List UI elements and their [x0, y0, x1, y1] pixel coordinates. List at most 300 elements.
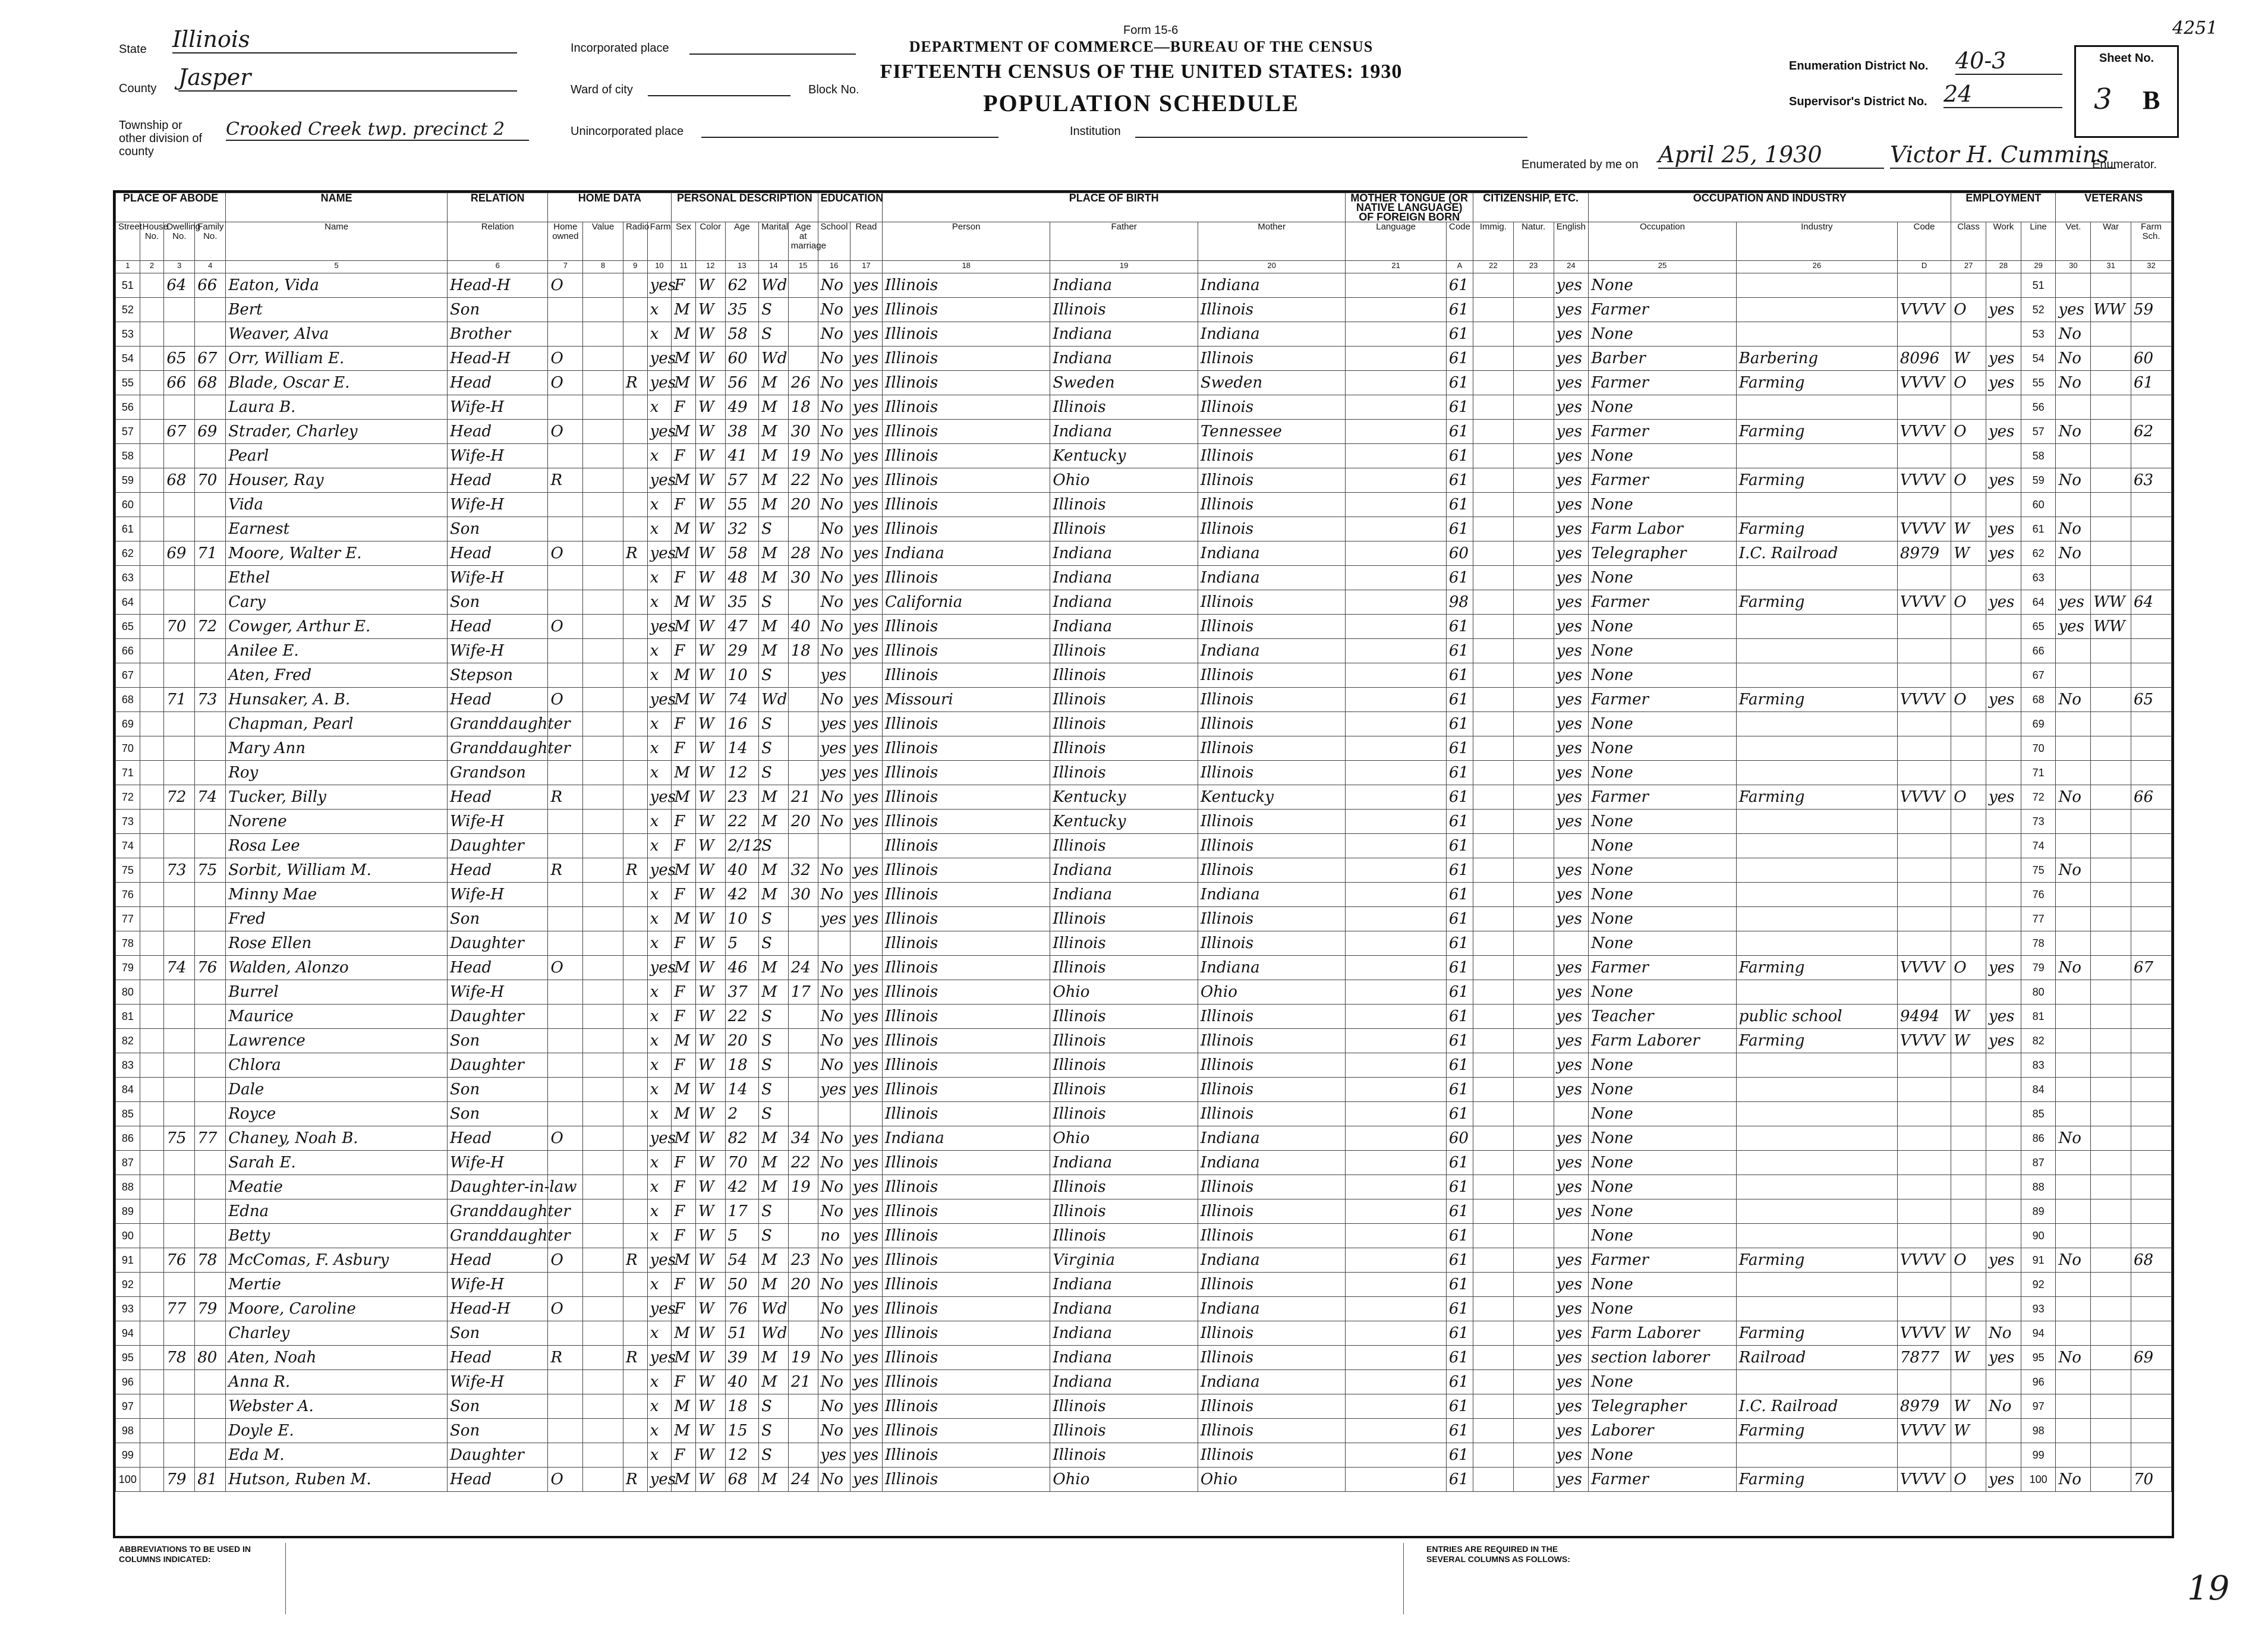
- column-number: 14: [759, 261, 789, 273]
- cell-ln2: 71: [2021, 761, 2056, 785]
- cell-radio: [623, 712, 647, 736]
- cell-mar: M: [759, 615, 789, 639]
- table-row: [116, 980, 2172, 1005]
- cell-own: [548, 761, 583, 785]
- cell-age: 82: [725, 1126, 758, 1151]
- cell-fs: [2131, 1078, 2171, 1102]
- cell-fs: [2131, 1321, 2171, 1346]
- cell-age: 57: [725, 468, 758, 493]
- cell-lang: [1346, 1029, 1446, 1053]
- cell-code: 61: [1446, 931, 1473, 956]
- column-header: Work: [1986, 222, 2021, 261]
- cell-st: 62: [116, 541, 140, 566]
- cell-lang: [1346, 639, 1446, 663]
- column-number: 27: [1951, 261, 1986, 273]
- cell-occ: None: [1589, 712, 1737, 736]
- cell-sex: M: [672, 761, 696, 785]
- cell-imm: [1473, 980, 1514, 1005]
- column-header: Occupation: [1589, 222, 1737, 261]
- cell-imm: [1473, 736, 1514, 761]
- cell-occ: None: [1589, 907, 1737, 931]
- cell-occ: Farmer: [1589, 420, 1737, 444]
- cell-war: [2091, 1029, 2131, 1053]
- cell-imm: [1473, 1248, 1514, 1273]
- cell-war: [2091, 517, 2131, 541]
- cell-eng: [1554, 1102, 1589, 1126]
- cell-dw: [164, 444, 195, 468]
- cell-color: W: [695, 1199, 725, 1224]
- cell-val: [583, 688, 623, 712]
- cell-code: 61: [1446, 1248, 1473, 1273]
- cell-dw: 71: [164, 688, 195, 712]
- cell-vet: [2056, 761, 2091, 785]
- column-header: Language: [1346, 222, 1446, 261]
- cell-farm: x: [647, 1419, 672, 1443]
- township-label: Township or other division of county: [119, 119, 203, 158]
- cell-farm: x: [647, 1175, 672, 1199]
- cell-rel: Brother: [448, 322, 548, 347]
- cell-farm: yes: [647, 347, 672, 371]
- cell-bp: Illinois: [882, 1005, 1050, 1029]
- cell-wk: [1986, 1273, 2021, 1297]
- cell-rd: [850, 1102, 882, 1126]
- cell-radio: [623, 956, 647, 980]
- cell-rel: Head: [448, 615, 548, 639]
- cell-mbp: Illinois: [1198, 444, 1346, 468]
- cell-fs: [2131, 980, 2171, 1005]
- cell-am: 24: [788, 956, 818, 980]
- cell-dw: [164, 834, 195, 858]
- cell-own: O: [548, 420, 583, 444]
- cell-nat: [1513, 858, 1554, 883]
- cell-vet: yes: [2056, 298, 2091, 322]
- cell-farm: yes: [647, 1468, 672, 1492]
- cell-age: 10: [725, 907, 758, 931]
- cell-lang: [1346, 1005, 1446, 1029]
- cell-hn: [140, 298, 164, 322]
- cell-mbp: Tennessee: [1198, 420, 1346, 444]
- cell-fbp: Illinois: [1050, 1053, 1198, 1078]
- cell-own: [548, 1394, 583, 1419]
- column-header: Street: [116, 222, 140, 261]
- cell-code: 61: [1446, 883, 1473, 907]
- cell-sch: [818, 931, 850, 956]
- cell-vet: [2056, 1419, 2091, 1443]
- cell-vet: [2056, 980, 2091, 1005]
- cell-val: [583, 712, 623, 736]
- cell-occ: Farmer: [1589, 1248, 1737, 1273]
- cell-mbp: Illinois: [1198, 298, 1346, 322]
- unincorporated-value: [701, 137, 998, 138]
- cell-imm: [1473, 1151, 1514, 1175]
- cell-fam: [195, 1394, 226, 1419]
- cell-wk: [1986, 712, 2021, 736]
- cell-age: 40: [725, 858, 758, 883]
- cell-age: 20: [725, 1029, 758, 1053]
- cell-sex: M: [672, 1346, 696, 1370]
- cell-own: O: [548, 1126, 583, 1151]
- cell-wk: [1986, 931, 2021, 956]
- table-row: [116, 712, 2172, 736]
- cell-rel: Son: [448, 1394, 548, 1419]
- cell-eng: yes: [1554, 761, 1589, 785]
- cell-code: 61: [1446, 980, 1473, 1005]
- cell-cls: O: [1951, 688, 1986, 712]
- cell-eng: yes: [1554, 468, 1589, 493]
- cell-mbp: Illinois: [1198, 395, 1346, 420]
- cell-ind: [1736, 493, 1897, 517]
- cell-mar: M: [759, 468, 789, 493]
- cell-cls: [1951, 712, 1986, 736]
- cell-age: 18: [725, 1394, 758, 1419]
- table-row: [116, 395, 2172, 420]
- cell-sch: no: [818, 1224, 850, 1248]
- cell-rd: yes: [850, 1370, 882, 1394]
- table-row: [116, 1199, 2172, 1224]
- cell-color: W: [695, 1297, 725, 1321]
- cell-vet: [2056, 1297, 2091, 1321]
- cell-farm: x: [647, 1078, 672, 1102]
- cell-ln2: 87: [2021, 1151, 2056, 1175]
- cell-dw: [164, 639, 195, 663]
- cell-cls: [1951, 858, 1986, 883]
- cell-ocode: [1897, 712, 1951, 736]
- cell-fam: [195, 931, 226, 956]
- cell-radio: R: [623, 858, 647, 883]
- cell-war: [2091, 1126, 2131, 1151]
- cell-mbp: Illinois: [1198, 907, 1346, 931]
- cell-code: 61: [1446, 615, 1473, 639]
- cell-wk: yes: [1986, 1346, 2021, 1370]
- cell-mbp: Illinois: [1198, 1029, 1346, 1053]
- cell-hn: [140, 688, 164, 712]
- cell-dw: [164, 1078, 195, 1102]
- cell-own: [548, 1078, 583, 1102]
- cell-rel: Wife-H: [448, 444, 548, 468]
- cell-war: [2091, 858, 2131, 883]
- cell-ind: [1736, 858, 1897, 883]
- cell-occ: Farmer: [1589, 785, 1737, 810]
- cell-ocode: [1897, 1199, 1951, 1224]
- cell-radio: [623, 420, 647, 444]
- cell-ocode: 8979: [1897, 1394, 1951, 1419]
- cell-occ: None: [1589, 322, 1737, 347]
- cell-radio: [623, 1224, 647, 1248]
- cell-sch: No: [818, 517, 850, 541]
- cell-dw: [164, 566, 195, 590]
- cell-fam: [195, 444, 226, 468]
- cell-radio: [623, 907, 647, 931]
- cell-own: O: [548, 1248, 583, 1273]
- column-number: 21: [1346, 261, 1446, 273]
- cell-fam: [195, 1102, 226, 1126]
- cell-rel: Wife-H: [448, 1370, 548, 1394]
- cell-farm: yes: [647, 956, 672, 980]
- cell-imm: [1473, 615, 1514, 639]
- cell-color: W: [695, 615, 725, 639]
- cell-st: 81: [116, 1005, 140, 1029]
- cell-rd: yes: [850, 1468, 882, 1492]
- cell-wk: yes: [1986, 468, 2021, 493]
- cell-age: 58: [725, 541, 758, 566]
- cell-lang: [1346, 517, 1446, 541]
- group-personal: PERSONAL DESCRIPTION: [672, 193, 818, 222]
- cell-vet: No: [2056, 541, 2091, 566]
- cell-occ: Telegrapher: [1589, 1394, 1737, 1419]
- cell-name: Mertie: [226, 1273, 448, 1297]
- cell-rel: Head: [448, 858, 548, 883]
- cell-age: 55: [725, 493, 758, 517]
- cell-color: W: [695, 1224, 725, 1248]
- cell-imm: [1473, 1297, 1514, 1321]
- cell-farm: x: [647, 322, 672, 347]
- cell-cls: [1951, 1224, 1986, 1248]
- cell-fbp: Illinois: [1050, 1102, 1198, 1126]
- cell-own: [548, 663, 583, 688]
- cell-ocode: VVVV: [1897, 688, 1951, 712]
- cell-fs: [2131, 566, 2171, 590]
- cell-rd: [850, 663, 882, 688]
- cell-bp: Illinois: [882, 785, 1050, 810]
- cell-eng: yes: [1554, 1443, 1589, 1468]
- cell-color: W: [695, 1419, 725, 1443]
- cell-occ: None: [1589, 736, 1737, 761]
- cell-age: 74: [725, 688, 758, 712]
- cell-rd: yes: [850, 273, 882, 298]
- cell-wk: yes: [1986, 541, 2021, 566]
- institution-label: Institution: [1070, 125, 1121, 138]
- cell-val: [583, 541, 623, 566]
- table-row: [116, 931, 2172, 956]
- cell-bp: Illinois: [882, 834, 1050, 858]
- group-name: NAME: [226, 193, 448, 222]
- cell-bp: Illinois: [882, 1370, 1050, 1394]
- cell-code: 61: [1446, 1273, 1473, 1297]
- cell-ind: [1736, 980, 1897, 1005]
- cell-color: W: [695, 956, 725, 980]
- cell-am: 30: [788, 420, 818, 444]
- cell-fbp: Illinois: [1050, 1078, 1198, 1102]
- cell-color: W: [695, 1078, 725, 1102]
- cell-bp: Illinois: [882, 1175, 1050, 1199]
- cell-age: 17: [725, 1199, 758, 1224]
- cell-rel: Son: [448, 1078, 548, 1102]
- cell-age: 49: [725, 395, 758, 420]
- cell-mar: S: [759, 907, 789, 931]
- cell-lang: [1346, 420, 1446, 444]
- column-number: D: [1897, 261, 1951, 273]
- cell-st: 65: [116, 615, 140, 639]
- column-number: 10: [647, 261, 672, 273]
- cell-ln2: 57: [2021, 420, 2056, 444]
- cell-fam: 68: [195, 371, 226, 395]
- cell-fam: [195, 1151, 226, 1175]
- cell-ind: [1736, 883, 1897, 907]
- cell-imm: [1473, 956, 1514, 980]
- cell-farm: x: [647, 1199, 672, 1224]
- cell-occ: None: [1589, 883, 1737, 907]
- cell-lang: [1346, 1419, 1446, 1443]
- cell-ocode: [1897, 1370, 1951, 1394]
- cell-farm: x: [647, 395, 672, 420]
- cell-sch: No: [818, 468, 850, 493]
- cell-mbp: Illinois: [1198, 468, 1346, 493]
- cell-own: [548, 1005, 583, 1029]
- cell-am: [788, 1078, 818, 1102]
- cell-mbp: Ohio: [1198, 1468, 1346, 1492]
- cell-am: [788, 663, 818, 688]
- cell-imm: [1473, 347, 1514, 371]
- cell-dw: [164, 1175, 195, 1199]
- cell-nat: [1513, 663, 1554, 688]
- cell-eng: yes: [1554, 1297, 1589, 1321]
- cell-rd: yes: [850, 395, 882, 420]
- cell-fbp: Illinois: [1050, 712, 1198, 736]
- table-row: [116, 371, 2172, 395]
- cell-ln2: 73: [2021, 810, 2056, 834]
- cell-fs: [2131, 541, 2171, 566]
- cell-eng: yes: [1554, 956, 1589, 980]
- group-occupation: OCCUPATION AND INDUSTRY: [1589, 193, 1951, 222]
- table-row: [116, 1224, 2172, 1248]
- table-row: [116, 761, 2172, 785]
- cell-code: 61: [1446, 639, 1473, 663]
- cell-bp: Illinois: [882, 736, 1050, 761]
- cell-name: Weaver, Alva: [226, 322, 448, 347]
- cell-imm: [1473, 395, 1514, 420]
- cell-eng: yes: [1554, 639, 1589, 663]
- cell-rd: yes: [850, 736, 882, 761]
- cell-hn: [140, 420, 164, 444]
- column-header: Read: [850, 222, 882, 261]
- cell-rel: Grandson: [448, 761, 548, 785]
- cell-dw: [164, 907, 195, 931]
- cell-imm: [1473, 1224, 1514, 1248]
- ward-value: [648, 95, 790, 96]
- cell-ln2: 83: [2021, 1053, 2056, 1078]
- cell-imm: [1473, 639, 1514, 663]
- cell-color: W: [695, 1346, 725, 1370]
- cell-ocode: [1897, 1078, 1951, 1102]
- cell-am: [788, 931, 818, 956]
- cell-war: [2091, 639, 2131, 663]
- cell-mar: M: [759, 1370, 789, 1394]
- cell-val: [583, 468, 623, 493]
- cell-wk: [1986, 810, 2021, 834]
- cell-eng: yes: [1554, 371, 1589, 395]
- cell-ocode: VVVV: [1897, 1468, 1951, 1492]
- cell-ocode: [1897, 761, 1951, 785]
- cell-age: 76: [725, 1297, 758, 1321]
- cell-imm: [1473, 1005, 1514, 1029]
- cell-am: [788, 590, 818, 615]
- cell-color: W: [695, 371, 725, 395]
- cell-mar: Wd: [759, 347, 789, 371]
- cell-radio: [623, 639, 647, 663]
- cell-nat: [1513, 1102, 1554, 1126]
- cell-ind: [1736, 1443, 1897, 1468]
- cell-bp: Illinois: [882, 1199, 1050, 1224]
- cell-occ: Farmer: [1589, 298, 1737, 322]
- cell-rd: yes: [850, 541, 882, 566]
- cell-lang: [1346, 566, 1446, 590]
- cell-sch: No: [818, 639, 850, 663]
- cell-name: Chlora: [226, 1053, 448, 1078]
- cell-ocode: [1897, 615, 1951, 639]
- cell-occ: Teacher: [1589, 1005, 1737, 1029]
- cell-farm: x: [647, 590, 672, 615]
- cell-vet: No: [2056, 371, 2091, 395]
- cell-dw: [164, 322, 195, 347]
- cell-mbp: Kentucky: [1198, 785, 1346, 810]
- cell-mbp: Illinois: [1198, 810, 1346, 834]
- cell-code: 61: [1446, 858, 1473, 883]
- cell-st: 84: [116, 1078, 140, 1102]
- cell-cls: O: [1951, 590, 1986, 615]
- ed-label: Enumeration District No.: [1789, 59, 1929, 73]
- cell-code: 61: [1446, 566, 1473, 590]
- table-row: [116, 566, 2172, 590]
- cell-mar: M: [759, 1126, 789, 1151]
- table-row: [116, 834, 2172, 858]
- cell-ind: [1736, 273, 1897, 298]
- cell-ln2: 78: [2021, 931, 2056, 956]
- cell-hn: [140, 1394, 164, 1419]
- cell-st: 82: [116, 1029, 140, 1053]
- cell-radio: [623, 273, 647, 298]
- cell-lang: [1346, 785, 1446, 810]
- cell-ocode: [1897, 1151, 1951, 1175]
- cell-am: 30: [788, 566, 818, 590]
- cell-fs: [2131, 493, 2171, 517]
- county-label: County: [119, 82, 157, 95]
- cell-ln2: 69: [2021, 712, 2056, 736]
- cell-fam: [195, 298, 226, 322]
- cell-cls: W: [1951, 1394, 1986, 1419]
- cell-hn: [140, 590, 164, 615]
- cell-lang: [1346, 1297, 1446, 1321]
- cell-am: 21: [788, 1370, 818, 1394]
- cell-ind: [1736, 1273, 1897, 1297]
- state-label: State: [119, 43, 147, 56]
- cell-name: Pearl: [226, 444, 448, 468]
- cell-hn: [140, 1102, 164, 1126]
- column-header: Value: [583, 222, 623, 261]
- cell-dw: 77: [164, 1297, 195, 1321]
- cell-nat: [1513, 493, 1554, 517]
- cell-radio: R: [623, 541, 647, 566]
- cell-war: [2091, 810, 2131, 834]
- cell-hn: [140, 468, 164, 493]
- cell-sex: F: [672, 883, 696, 907]
- cell-war: [2091, 566, 2131, 590]
- abbrev-title: ABBREVIATIONS TO BE USED IN COLUMNS INDICATED:: [119, 1544, 251, 1564]
- cell-rd: yes: [850, 956, 882, 980]
- cell-vet: [2056, 1078, 2091, 1102]
- cell-cls: [1951, 444, 1986, 468]
- cell-rd: [850, 834, 882, 858]
- cell-mbp: Illinois: [1198, 1443, 1346, 1468]
- cell-ln2: 68: [2021, 688, 2056, 712]
- cell-name: Roy: [226, 761, 448, 785]
- cell-ocode: [1897, 810, 1951, 834]
- cell-val: [583, 639, 623, 663]
- cell-ocode: VVVV: [1897, 785, 1951, 810]
- cell-eng: yes: [1554, 980, 1589, 1005]
- cell-name: Bert: [226, 298, 448, 322]
- cell-dw: [164, 712, 195, 736]
- cell-sex: F: [672, 1151, 696, 1175]
